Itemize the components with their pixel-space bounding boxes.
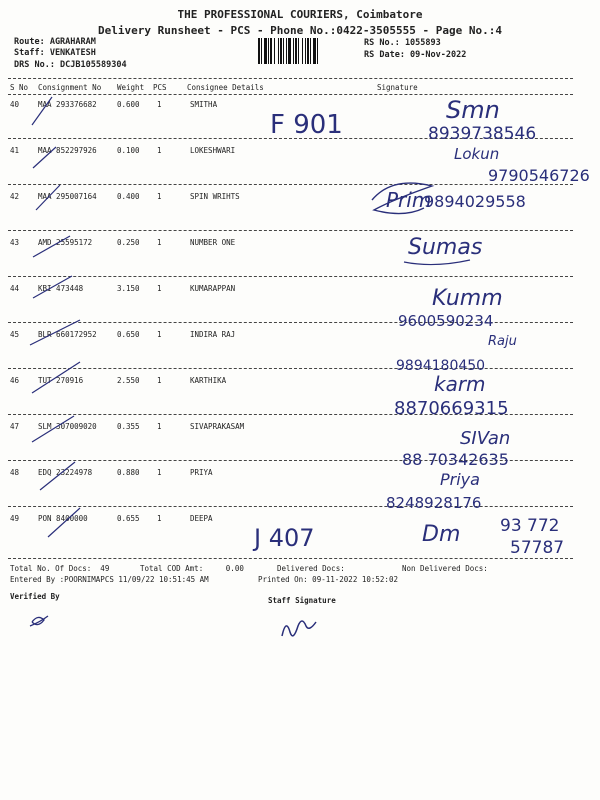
col-weight: Weight [117,83,145,92]
row-consignment-no: EDQ 23224978 [38,468,93,477]
barcode-bar [318,38,319,64]
row-sno: 48 [10,468,20,477]
row-separator [8,368,573,369]
row-pcs: 1 [157,192,162,201]
row-consignee: DEEPA [190,514,213,523]
header-top-rule [8,78,573,79]
row47-signature: SIVan [460,428,511,449]
document-subtitle: Delivery Runsheet - PCS - Phone No.:0422-3505555 - Page No.:4 [98,24,502,37]
row-sno: 47 [10,422,20,431]
row40-phone: 8939738546 [428,124,537,144]
row48-phone: 8248928176 [386,494,482,512]
row-sno: 45 [10,330,20,339]
row-pcs: 1 [157,100,162,109]
row-consignment-no: TUT 270916 [38,376,84,385]
route-label: Route: AGRAHARAM [14,37,96,47]
row44-signature: Kumm [432,286,503,311]
row-pcs: 1 [157,468,162,477]
row-sno: 43 [10,238,20,247]
row-sno: 42 [10,192,20,201]
barcode-image [258,38,358,64]
col-consignee: Consignee Details [187,83,264,92]
row-pcs: 1 [157,284,162,293]
row41-phone: 9790546726 [488,166,590,185]
row-weight: 0.400 [117,192,140,201]
staff-signature-mark [282,621,316,636]
header-bottom-rule [8,94,573,95]
row42-signature: Prim [386,188,432,212]
row-consignment-no: BLR 660172952 [38,330,97,339]
row-sno: 49 [10,514,20,523]
document-title: THE PROFESSIONAL COURIERS, Coimbatore [177,8,423,21]
col-pcs: PCS [153,83,167,92]
row-pcs: 1 [157,146,162,155]
row49-mark: J 407 [254,524,315,552]
row42-phone: 9894029558 [424,192,526,211]
row40-signature: Smn [446,96,500,124]
col-consignment: Consignment No [38,83,102,92]
row-consignee: KUMARAPPAN [190,284,236,293]
row-pcs: 1 [157,238,162,247]
col-sno: S No [10,83,29,92]
row-consignee: PRIYA [190,468,213,477]
row40-mark: F 901 [270,110,343,140]
row-weight: 2.550 [117,376,140,385]
row-weight: 0.100 [117,146,140,155]
entered-by: Entered By :POORNIMAPCS 11/09/22 10:51:45 AM [10,575,209,584]
row-consignment-no: SLM 307009020 [38,422,97,431]
row-separator [8,276,573,277]
row-sno: 46 [10,376,20,385]
row-separator [8,230,573,231]
row-pcs: 1 [157,330,162,339]
row44-phone: 9600590234 [398,312,494,330]
row-pcs: 1 [157,376,162,385]
row-consignee: NUMBER ONE [190,238,236,247]
row46-signature: karm [434,372,486,396]
row41-signature: Lokun [454,145,500,163]
row-weight: 3.150 [117,284,140,293]
row45-signature: Raju [488,334,517,349]
row-consignee: LOKESHWARI [190,146,236,155]
drs-number: DRS No.: DCJB105589304 [14,60,127,70]
row-consignee: INDIRA RAJ [190,330,236,339]
staff-label: Staff: VENKATESH [14,48,96,58]
col-signature: Signature [377,83,418,92]
row43-underline [404,260,470,265]
verified-by-label: Verified By [10,592,60,601]
verified-signature [30,616,48,626]
row49-phone-part2: 57787 [510,538,565,558]
row-weight: 0.355 [117,422,140,431]
row-consignment-no: KBI 473448 [38,284,84,293]
row-consignee: SPIN WRIHTS [190,192,240,201]
row49-phone-part1: 93 772 [500,516,560,536]
non-delivered-docs: Non Delivered Docs: [402,564,488,573]
row-consignment-no: MAA 295007164 [38,192,97,201]
row-consignment-no: MAA 293376682 [38,100,97,109]
row-consignment-no: AMD 25595172 [38,238,93,247]
row-sno: 40 [10,100,20,109]
row-sno: 41 [10,146,20,155]
row-pcs: 1 [157,422,162,431]
row43-signature: Sumas [408,235,483,260]
staff-signature-label: Staff Signature [268,596,336,605]
row-consignment-no: PON 8400000 [38,514,88,523]
row-consignee: KARTHIKA [190,376,227,385]
row-pcs: 1 [157,514,162,523]
row-weight: 0.600 [117,100,140,109]
row-consignee: SMITHA [190,100,218,109]
row-consignment-no: MAA 852297926 [38,146,97,155]
footer-rule [8,558,573,559]
rs-date: RS Date: 09-Nov-2022 [364,50,467,60]
total-cod: Total COD Amt: 0.00 [140,564,244,573]
row49-signature: Dm [422,522,461,547]
rs-number: RS No.: 1055893 [364,38,441,48]
row-weight: 0.650 [117,330,140,339]
row-sno: 44 [10,284,20,293]
row47-phone: 88 70342635 [402,450,509,469]
row48-signature: Priya [440,470,480,489]
row-separator [8,506,573,507]
delivered-docs: Delivered Docs: [277,564,345,573]
row-consignee: SIVAPRAKASAM [190,422,245,431]
total-docs: Total No. Of Docs: 49 [10,564,110,573]
row-weight: 0.880 [117,468,140,477]
row-weight: 0.655 [117,514,140,523]
row-weight: 0.250 [117,238,140,247]
row45-phone: 9894180450 [396,358,486,374]
row46-phone: 8870669315 [394,398,509,419]
printed-on: Printed On: 09-11-2022 10:52:02 [258,575,398,584]
